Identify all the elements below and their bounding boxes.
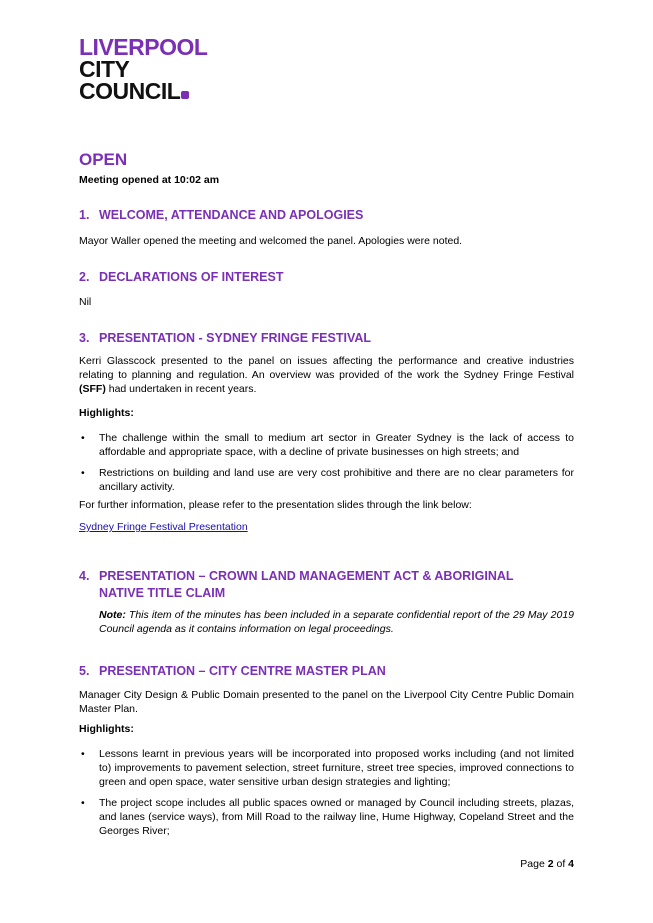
section-5-bullets: [79, 747, 574, 845]
section-3-body: Kerri Glasscock presented to the panel on issues affecting the performance and creative industries relating to planning and regulation. An overview was provided of the work the Sydney Fringe Festival (SFF) had undertaken in recent years.: [79, 355, 574, 395]
section-1-body: Mayor Waller opened the meeting and welcomed the panel. Apologies were noted.: [79, 235, 463, 247]
bullet-icon: •: [81, 748, 85, 760]
logo-square-icon: [181, 91, 189, 99]
section-2-title: 2. DECLARATIONS OF INTEREST: [79, 270, 284, 284]
logo-line-1: LIVERPOOL: [79, 34, 208, 60]
meeting-opened-text: Meeting opened at 10:02 am: [79, 174, 220, 186]
sydney-fringe-festival-presentation-link[interactable]: Sydney Fringe Festival Presentation: [79, 521, 248, 533]
page-number: Page 2 of 4: [520, 858, 574, 870]
section-4-note: Note: This item of the minutes has been included in a separate confidential report of the 29 May 2019 Council agenda as it contains information on legal proceedings.: [99, 609, 574, 635]
bullet-icon: •: [81, 467, 85, 479]
section-4-title: 4. PRESENTATION – CROWN LAND MANAGEMENT ACT & ABORIGINAL NATIVE TITLE CLAIM: [79, 569, 514, 600]
list-item: • The challenge within the small to medium art sector in Greater Sydney is the lack of access to affordable and appropriate space, with a decline of private businesses on high streets; and: [81, 432, 574, 458]
section-3-further-info: For further information, please refer to the presentation slides through the link below:: [79, 499, 472, 511]
section-1-title: 1. WELCOME, ATTENDANCE AND APOLOGIES: [79, 208, 364, 222]
section-3-bullets: [79, 431, 574, 501]
section-2-body: Nil: [79, 296, 92, 308]
bullet-icon: •: [81, 432, 85, 444]
section-3-highlights-label: Highlights:: [79, 407, 134, 419]
section-5-title: 5. PRESENTATION – CITY CENTRE MASTER PLAN: [79, 664, 386, 678]
logo-line-3: COUNCIL: [79, 78, 181, 104]
open-heading: OPEN: [79, 150, 128, 169]
list-item: • Lessons learnt in previous years will be incorporated into proposed works including (and not limited to) improvements to pavement selection, street furniture, street tree species, improved connections to green and open space, water sensitive urban design strategies and lighting;: [81, 748, 574, 788]
council-logo: [79, 36, 207, 102]
section-3-title: 3. PRESENTATION - SYDNEY FRINGE FESTIVAL: [79, 331, 372, 345]
list-item: • The project scope includes all public spaces owned or managed by Council including streets, plazas, and lanes (service ways), from Mill Road to the railway line, Hume Highway, Copeland Street and the Georges River;: [81, 797, 574, 837]
list-item: • Restrictions on building and land use are very cost prohibitive and there are no clear parameters for ancillary activity.: [81, 467, 574, 493]
section-5-body: Manager City Design & Public Domain presented to the panel on the Liverpool City Centre Public Domain Master Plan.: [79, 689, 574, 715]
logo-line-2: CITY: [79, 56, 130, 82]
bullet-icon: •: [81, 797, 85, 809]
section-5-highlights-label: Highlights:: [79, 723, 134, 735]
